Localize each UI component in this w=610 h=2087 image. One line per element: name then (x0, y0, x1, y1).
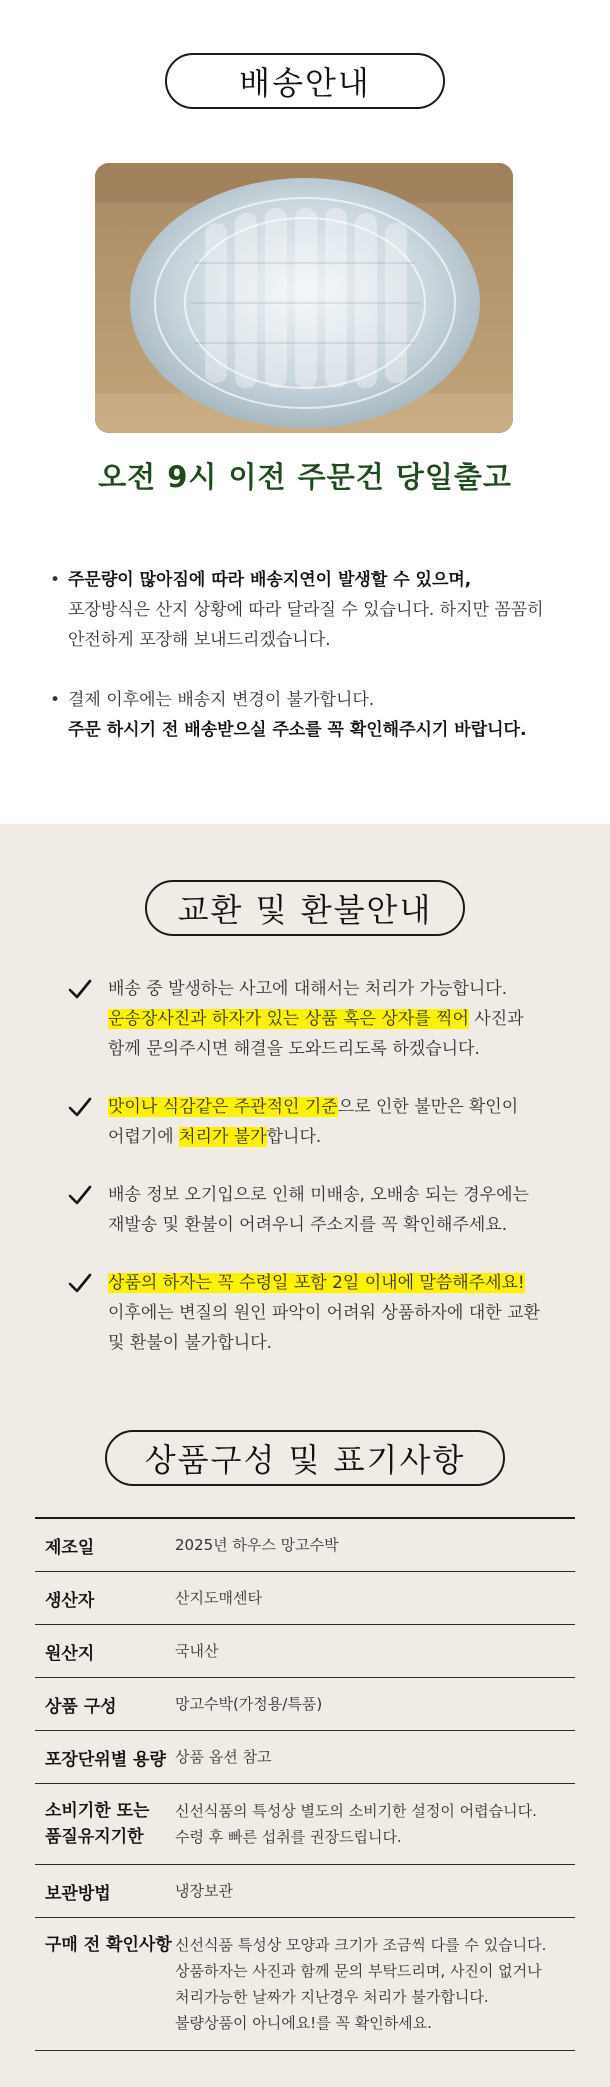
note-text: 주문량이 많아짐에 따라 배송지연이 발생할 수 있으며, (68, 570, 472, 590)
check-icon (68, 978, 92, 1000)
row-value-line: 수령 후 빠른 섭취를 권장드립니다. (175, 1828, 402, 1846)
row-key-line: 품질유지기한 (45, 1827, 144, 1847)
delivery-section (0, 0, 610, 824)
check-icon (68, 1184, 92, 1206)
highlighted-text: 맛이나 식감같은 주관적인 기준 (108, 1097, 338, 1117)
delivery-note-2 (50, 685, 580, 745)
product-info-table (35, 1517, 575, 2051)
row-value-line: 불량상품이 아니에요!를 꼭 확인하세요. (175, 2014, 432, 2032)
exchange-title-pill: 교환 및 환불안내 (145, 880, 465, 936)
row-value-line: 처리가능한 날짜가 지난경우 처리가 불가합니다. (175, 1988, 489, 2006)
note-text: 이후에는 변질의 원인 파악이 어려워 상품하자에 대한 교환 (108, 1303, 540, 1323)
row-key: 생산자 (45, 1590, 95, 1611)
note-text: 합니다. (266, 1127, 322, 1147)
row-value-line: 신선식품의 특성상 별도의 소비기한 설정이 어렵습니다. (175, 1802, 537, 1820)
row-key-line: 소비기한 또는 (45, 1801, 150, 1821)
note-text: 안전하게 포장해 보내드리겠습니다. (68, 630, 331, 650)
highlighted-text: 처리가 불가 (179, 1127, 267, 1147)
table-row (35, 1678, 575, 1731)
exchange-notes (68, 974, 568, 1358)
highlighted-text: 운송장사진과 하자가 있는 상품 혹은 상자를 찍어 (108, 1009, 469, 1029)
same-day-shipping-headline: 오전 9시 이전 주문건 당일출고 (98, 460, 512, 494)
check-icon (68, 1272, 92, 1294)
note-text: 포장방식은 산지 상황에 따라 달라질 수 있습니다. 하지만 꼼꼼히 (68, 600, 544, 620)
note-text: 사진과 (468, 1009, 524, 1029)
bullet-dot: • (50, 690, 61, 710)
note-text: 주문 하시기 전 배송받으실 주소를 꼭 확인해주시기 바랍니다. (68, 720, 527, 740)
check-icon (68, 1096, 92, 1118)
highlighted-text: 상품의 하자는 꼭 수령일 포함 2일 이내에 말씀해주세요! (108, 1273, 525, 1293)
row-key: 포장단위별 용량 (45, 1749, 166, 1770)
row-key: 원산지 (45, 1643, 95, 1664)
table-row (35, 1519, 575, 1572)
packaging-photo (95, 163, 513, 433)
bullet-dot: • (50, 570, 61, 590)
row-key: 상품 구성 (45, 1696, 117, 1717)
table-row (35, 1784, 575, 1865)
exchange-note-4 (68, 1268, 568, 1358)
note-text: 결제 이후에는 배송지 변경이 불가합니다. (68, 690, 375, 710)
row-value-line: 신선식품 특성상 모양과 크기가 조금씩 다를 수 있습니다. (175, 1936, 547, 1954)
table-row (35, 1625, 575, 1678)
table-row (35, 1572, 575, 1625)
row-value: 상품 옵션 참고 (175, 1748, 272, 1766)
delivery-note-1 (50, 565, 580, 655)
row-value: 2025년 하우스 망고수박 (175, 1536, 339, 1554)
product-info-title-pill: 상품구성 및 표기사항 (105, 1430, 505, 1486)
row-key: 제조일 (45, 1537, 95, 1558)
row-key: 구매 전 확인사항 (45, 1935, 172, 1955)
row-value: 산지도매센타 (175, 1589, 262, 1607)
row-value (175, 1932, 575, 2036)
note-text: 배송 정보 오기입으로 인해 미배송, 오배송 되는 경우에는 (108, 1185, 529, 1205)
delivery-notes (50, 565, 580, 745)
note-text: 으로 인한 불만은 확인이 (337, 1097, 519, 1117)
row-value-line: 상품하자는 사진과 함께 문의 부탁드리며, 사진이 없거나 (175, 1962, 542, 1980)
table-row (35, 1865, 575, 1918)
exchange-note-2 (68, 1092, 568, 1152)
exchange-note-3 (68, 1180, 568, 1240)
table-row (35, 1918, 575, 2051)
note-text: 및 환불이 불가합니다. (108, 1333, 273, 1353)
note-text: 어렵기에 (108, 1127, 180, 1147)
row-value: 냉장보관 (175, 1882, 233, 1900)
delivery-title-pill: 배송안내 (165, 53, 445, 109)
note-text: 함께 문의주시면 해결을 도와드리도록 하겠습니다. (108, 1039, 480, 1059)
row-key: 보관방법 (45, 1883, 111, 1904)
note-text: 배송 중 발생하는 사고에 대해서는 처리가 가능합니다. (108, 979, 508, 999)
note-text: 재발송 및 환불이 어려우니 주소지를 꼭 확인해주세요. (108, 1215, 508, 1235)
exchange-note-1 (68, 974, 568, 1064)
row-value: 망고수박(가정용/특품) (175, 1695, 323, 1713)
row-value (175, 1798, 575, 1850)
row-value: 국내산 (175, 1642, 219, 1660)
table-row (35, 1731, 575, 1784)
row-key (35, 1798, 175, 1850)
exchange-refund-section (0, 824, 610, 2087)
